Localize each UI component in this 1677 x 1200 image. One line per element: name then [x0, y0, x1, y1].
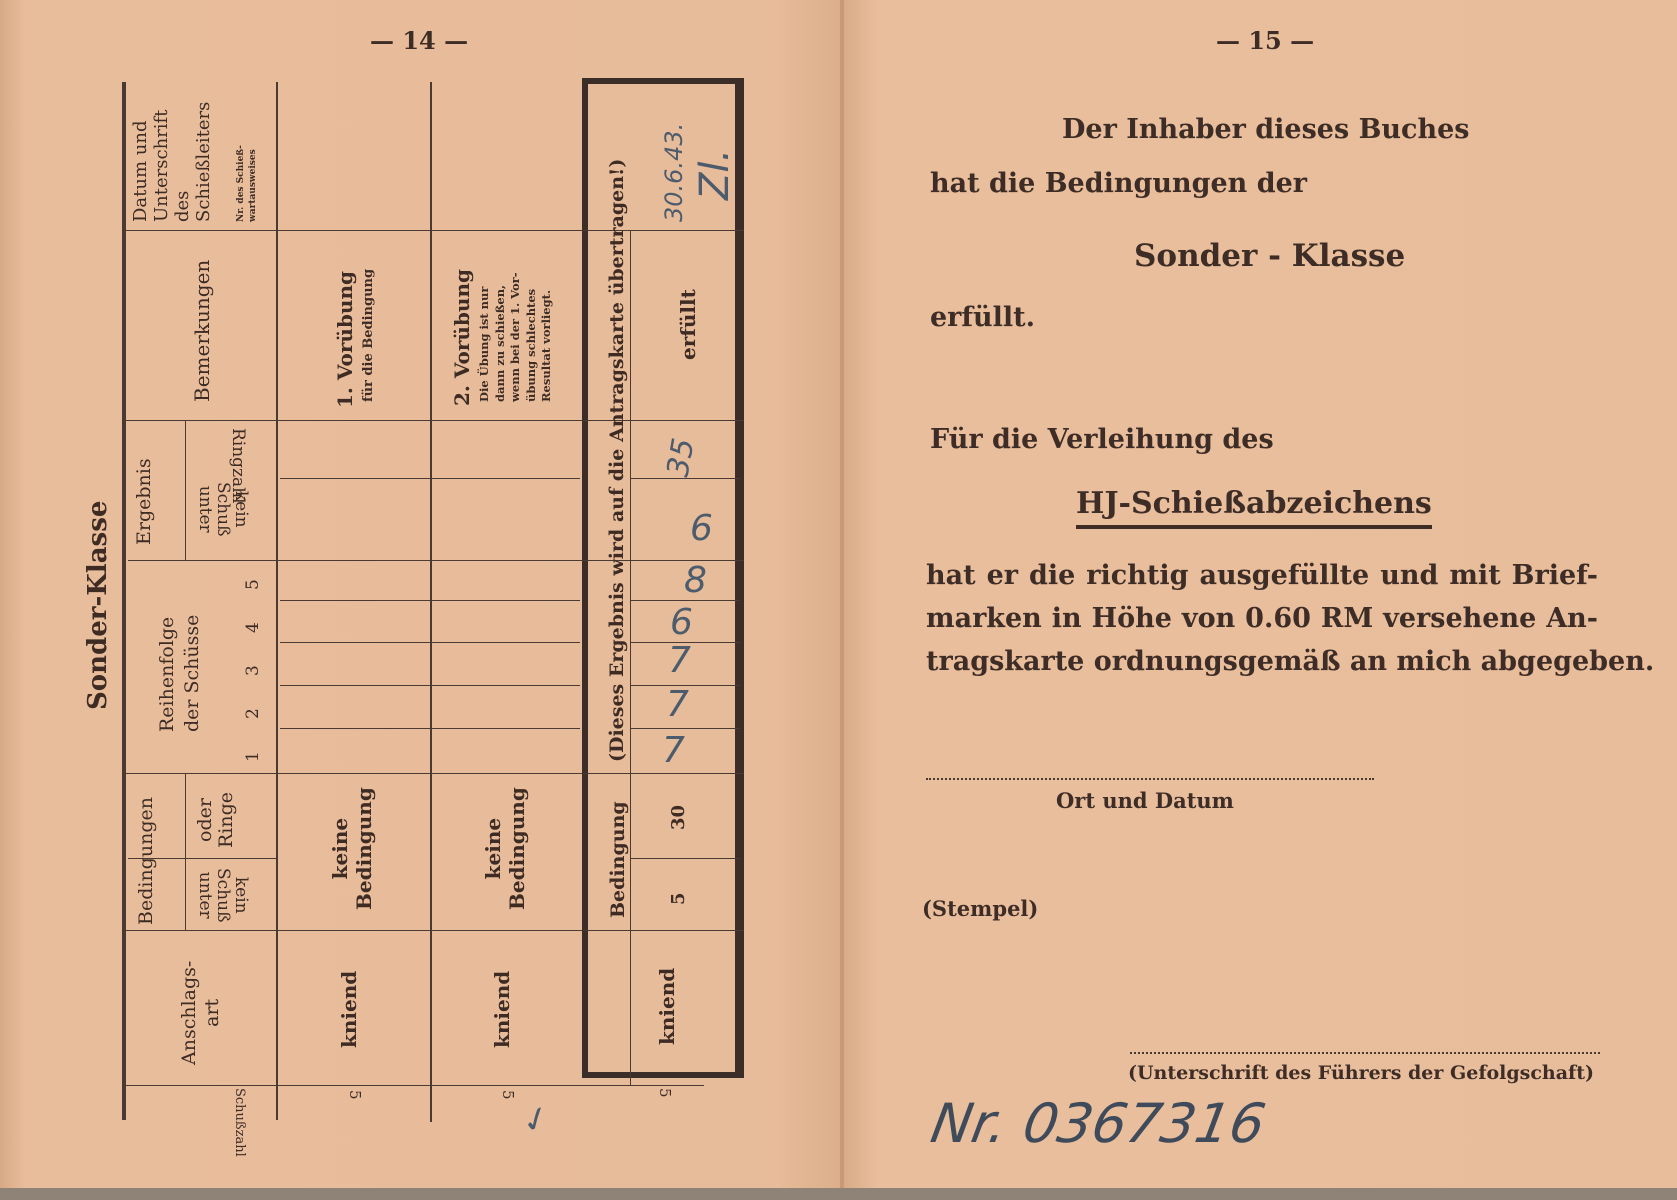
page-number-left: — 14 —: [370, 26, 469, 55]
row3-shot-2: 7: [666, 684, 689, 725]
header-schusszahl: Schußzahl: [232, 1088, 247, 1157]
col-line-bemerkungen: [122, 420, 744, 421]
result-line: [280, 478, 580, 479]
shot-number: 3: [243, 665, 263, 676]
row2-handwritten-mark: ✓: [516, 1096, 557, 1144]
shot-line: [630, 728, 740, 729]
shot-number: 2: [243, 708, 263, 719]
shot-line: [280, 642, 580, 643]
paragraph-line-3: tragskarte ordnungsgemäß an mich abgegeben.: [926, 646, 1655, 677]
header-ringzahl: Ringzahl: [228, 428, 248, 504]
row3-datum: 30.6.43.: [660, 122, 688, 222]
left-page: [0, 0, 842, 1188]
header-bemerkungen: Bemerkungen: [190, 259, 214, 402]
right-page: [844, 0, 1677, 1188]
row3-shot-5: 8: [684, 560, 707, 601]
header-reihenfolge: Reihenfolge der Schüsse: [156, 614, 203, 732]
label-stempel: (Stempel): [922, 896, 1039, 921]
col-line-reihenfolge: [122, 773, 744, 774]
row3-unterschrift: Zl.: [692, 148, 738, 200]
shot-line: [280, 685, 580, 686]
label-ort-datum: Ort und Datum: [1056, 788, 1234, 813]
handwritten-serial-number: Nr. 0367316: [926, 1092, 1271, 1155]
header-datum-unterschrift: Datum und Unterschrift des Schießleiters: [130, 101, 215, 222]
row3-shot-3: 7: [668, 640, 691, 681]
text-hj-schiessabzeichen: HJ-Schießabzeichens: [1076, 486, 1432, 529]
row3-shot-1: 7: [662, 730, 685, 771]
row-divider-2: [430, 82, 432, 1122]
row2-bedingung: keine Bedingung: [481, 787, 529, 910]
paragraph-line-2: marken in Höhe von 0.60 RM versehene An-: [926, 603, 1598, 634]
row3-transfer-note: (Dieses Ergebnis wird auf die Antragskarte übertragen!): [606, 158, 628, 762]
row1-schusszahl: 5: [346, 1090, 364, 1100]
bedingungen-subdivider: [185, 773, 186, 930]
col-line-datum: [122, 230, 276, 231]
col-line-datum: [276, 230, 430, 231]
row1-anschlagsart: kniend: [337, 970, 361, 1048]
bedingung-sub-line: [630, 858, 740, 859]
text-erfuellt: erfüllt.: [930, 302, 1036, 333]
col-line-ergebnis: [128, 560, 744, 561]
shot-line: [280, 728, 580, 729]
row3-kein-schuss-unter: 5: [668, 892, 689, 905]
text-bedingungen: hat die Bedingungen der: [930, 168, 1307, 199]
ort-datum-line: [926, 778, 1374, 780]
col-line-datum: [430, 230, 582, 231]
row2-schusszahl: 5: [499, 1090, 517, 1100]
shot-number: 5: [243, 579, 263, 590]
paragraph-line-1: hat er die richtig ausgefüllte und mit Brief-: [926, 560, 1598, 591]
text-verleihung: Für die Verleihung des: [930, 424, 1274, 455]
unterschrift-line: [1130, 1052, 1600, 1054]
row2-anschlagsart: kniend: [490, 970, 514, 1048]
header-kein-schuss-unter: kein Schuß unter: [195, 868, 251, 923]
shot-number: 1: [243, 751, 263, 762]
col-line-bedingungen: [122, 930, 744, 931]
shot-number: 4: [243, 622, 263, 633]
header-bedingungen: Bedingungen: [135, 797, 157, 925]
row3-subdivider: [630, 230, 631, 1085]
row2-bemerkung-note: Die Übung ist nur dann zu schießen, wenn bei der 1. Vor- übung schlechtes Resultat vorliegt.: [477, 272, 554, 402]
table-title: Sonder-Klasse: [83, 500, 113, 710]
row3-ringzahl: 35: [660, 435, 702, 480]
header-ergebnis: Ergebnis: [133, 458, 155, 545]
row-divider-1: [276, 82, 278, 1120]
row3-bedingung-label: Bedingung: [607, 801, 629, 918]
header-anschlagsart: Anschlags- art: [178, 960, 223, 1065]
text-sonder-klasse: Sonder - Klasse: [1134, 238, 1406, 274]
header-datum-note: Nr. des Schieß- wartausweises: [236, 145, 258, 222]
row1-bedingung: keine Bedingung: [328, 787, 376, 910]
label-unterschrift: (Unterschrift des Führers der Gefolgschaft): [1128, 1062, 1595, 1084]
page-number-right: — 15 —: [1216, 26, 1315, 55]
ergebnis-subdivider: [185, 420, 186, 560]
row2-bemerkung-title: 2. Vorübung: [450, 269, 474, 406]
row3-anschlagsart: kniend: [655, 967, 679, 1045]
shot-line: [280, 600, 580, 601]
header-ergebnis-kein-schuss: kein Schuß unter: [195, 482, 251, 537]
text-inhaber: Der Inhaber dieses Buches: [1062, 114, 1470, 145]
row3-schusszahl: 5: [656, 1088, 674, 1098]
table-border-left: [122, 82, 126, 1120]
result-line: [630, 478, 740, 479]
header-shot-numbers: [243, 547, 263, 762]
row3-result-kein-schuss: 6: [690, 508, 713, 549]
header-oder-ringe: oder Ringe: [194, 791, 237, 848]
row3-shot-4: 6: [670, 602, 693, 643]
col-line-anschlag: [122, 1085, 704, 1086]
row1-bemerkung-note: für die Bedingung: [361, 268, 376, 402]
row3-bemerkung: erfüllt: [676, 289, 700, 360]
row3-oder-ringe: 30: [668, 804, 689, 830]
row1-bemerkung-title: 1. Vorübung: [333, 271, 357, 408]
